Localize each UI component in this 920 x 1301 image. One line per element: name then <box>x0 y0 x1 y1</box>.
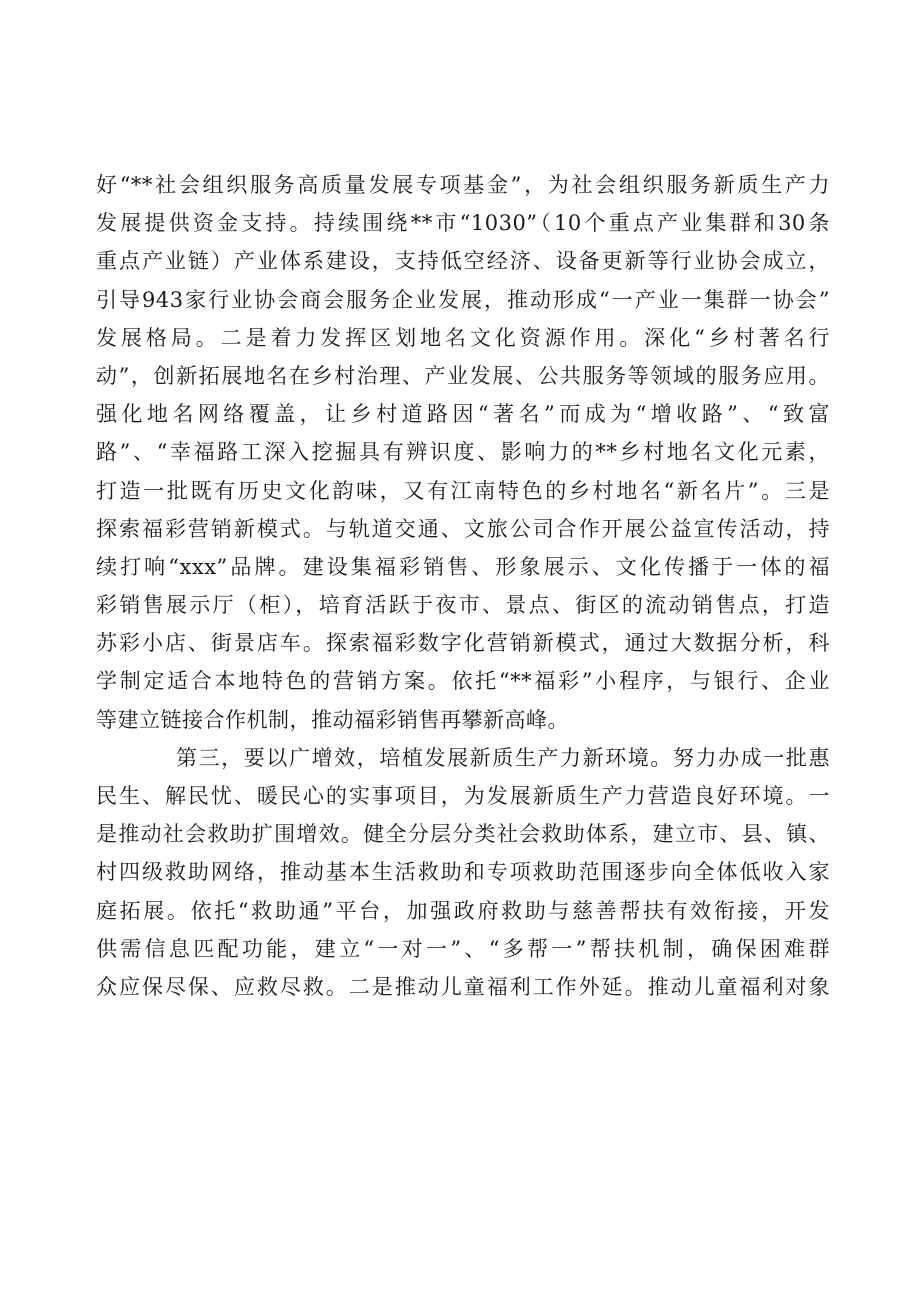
document-body <box>96 166 830 1006</box>
text-line: 苏彩小店、街景店车。探索福彩数字化营销新模式，通过大数据分析，科 <box>96 631 830 656</box>
text-line: 引导943家行业协会商会服务企业发展，推动形成“一产业一集群一协会” <box>96 287 830 312</box>
text-line: 发展提供资金支持。持续围绕**市“1030”（10个重点产业集群和30条 <box>96 211 830 236</box>
text-line: 探索福彩营销新模式。与轨道交通、文旅公司合作开展公益宣传活动，持 <box>96 516 830 541</box>
text-line: 强化地名网络覆盖，让乡村道路因“著名”而成为“增收路”、“致富 <box>96 402 830 427</box>
text-line: 众应保尽保、应救尽救。二是推动儿童福利工作外延。推动儿童福利对象 <box>96 974 830 999</box>
paragraph-start-line: 第三，要以广增效，培植发展新质生产力新环境。努力办成一批惠 <box>176 745 830 770</box>
text-line: 庭拓展。依托“救助通”平台，加强政府救助与慈善帮扶有效衔接，开发 <box>96 898 830 923</box>
text-line: 打造一批既有历史文化韵味，又有江南特色的乡村地名“新名片”。三是 <box>96 478 830 503</box>
text-line: 续打响“xxx”品牌。建设集福彩销售、形象展示、文化传播于一体的福 <box>96 554 830 579</box>
text-line: 发展格局。二是着力发挥区划地名文化资源作用。深化“乡村著名行 <box>96 325 830 350</box>
text-line: 路”、“幸福路工深入挖掘具有辨识度、影响力的**乡村地名文化元素， <box>96 440 830 465</box>
text-line: 好“**社会组织服务高质量发展专项基金”，为社会组织服务新质生产力 <box>96 173 830 197</box>
paragraph-end-line: 等建立链接合作机制，推动福彩销售再攀新高峰。 <box>96 707 569 732</box>
text-line: 彩销售展示厅（柜），培育活跃于夜市、景点、街区的流动销售点，打造 <box>96 593 830 618</box>
text-line: 供需信息匹配功能，建立“一对一”、“多帮一”帮扶机制，确保困难群 <box>96 936 830 961</box>
text-line: 重点产业链）产业体系建设，支持低空经济、设备更新等行业协会成立， <box>96 249 830 274</box>
text-line: 学制定适合本地特色的营销方案。依托“**福彩”小程序，与银行、企业 <box>96 669 830 694</box>
text-line: 动”，创新拓展地名在乡村治理、产业发展、公共服务等领域的服务应用。 <box>96 363 830 388</box>
text-line: 是推动社会救助扩围增效。健全分层分类社会救助体系，建立市、县、镇、 <box>96 822 830 847</box>
text-line: 民生、解民忧、暖民心的实事项目，为发展新质生产力营造良好环境。一 <box>96 784 830 808</box>
text-line: 村四级救助网络，推动基本生活救助和专项救助范围逐步向全体低收入家 <box>96 860 830 885</box>
